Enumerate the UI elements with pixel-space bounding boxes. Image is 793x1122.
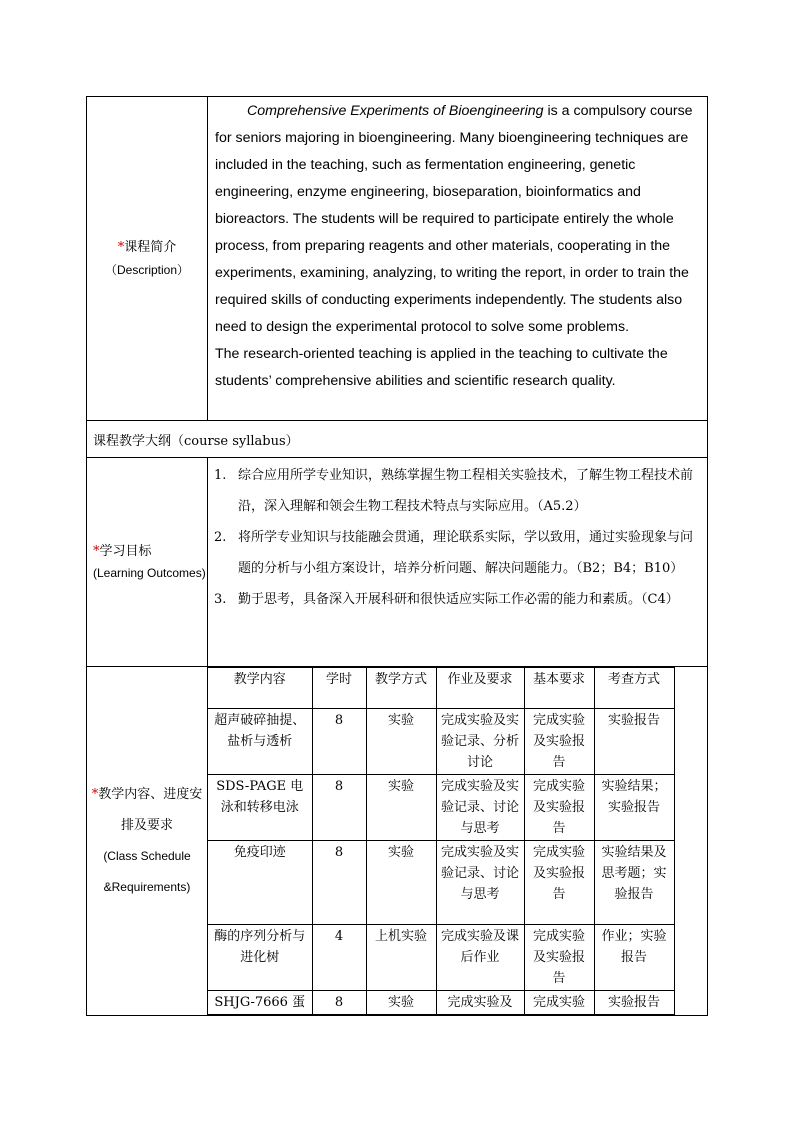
learning-outcome-item (214, 460, 701, 522)
syllabus-row (87, 421, 708, 458)
schedule-cell: 作业；实验报告 (594, 925, 674, 991)
schedule-cell: 完成实验及实验报告 (524, 709, 594, 775)
schedule-cell: 完成实验及课后作业 (436, 925, 524, 991)
description-paragraph (215, 98, 699, 341)
schedule-cell: 实验报告 (594, 991, 674, 1015)
schedule-cell: SDS-PAGE 电泳和转移电泳 (208, 775, 312, 841)
schedule-cell: 实验 (366, 709, 436, 775)
description-label-cn: 课程简介 (124, 239, 177, 255)
schedule-cell: 8 (312, 775, 366, 841)
description-row (87, 97, 708, 421)
description-label-en: （Description） (104, 262, 190, 277)
required-asterisk: * (93, 543, 100, 559)
description-text-cell (208, 97, 708, 421)
schedule-row-item (208, 709, 674, 775)
schedule-label-en: (Class Schedule &Requirements) (103, 849, 191, 894)
schedule-cell: 实验 (366, 991, 436, 1015)
schedule-row-item (208, 925, 674, 991)
learning-outcome-item (214, 522, 701, 584)
schedule-label-cell (87, 667, 208, 1016)
schedule-header-cell: 基本要求 (524, 668, 594, 709)
schedule-cell: 实验结果；实验报告 (594, 775, 674, 841)
learning-outcome-text: 将所学专业知识与技能融会贯通，理论联系实际，学以致用，通过实验现象与问题的分析与小组方案设计，培养分析问题、解决问题能力。（B2；B4；B10） (238, 530, 694, 576)
schedule-table-cell (208, 667, 708, 1016)
learning-outcomes-list (214, 460, 701, 615)
learning-outcomes-list-cell (208, 458, 708, 667)
schedule-cell: 完成实验及实验记录、讨论与思考 (436, 841, 524, 925)
description-body-2: The research-oriented teaching is applied in the teaching to cultivate the students’ comprehensive abilities and scientific research quality. (215, 346, 668, 389)
schedule-cell: 8 (312, 841, 366, 925)
schedule-cell: 实验 (366, 841, 436, 925)
learning-outcome-number: 2. (214, 530, 227, 545)
schedule-header-cell: 教学内容 (208, 668, 312, 709)
learning-outcome-text: 勤于思考，具备深入开展科研和很快适应实际工作必需的能力和素质。（C4） (238, 592, 679, 607)
schedule-cell: 完成实验及实验记录、分析讨论 (436, 709, 524, 775)
schedule-cell: 完成实验及实验报告 (524, 925, 594, 991)
schedule-cell: 实验 (366, 775, 436, 841)
learning-outcomes-label-cell (87, 458, 208, 667)
schedule-row-item (208, 841, 674, 925)
schedule-row-item (208, 991, 674, 1015)
schedule-cell: 酶的序列分析与进化树 (208, 925, 312, 991)
schedule-cell: 实验报告 (594, 709, 674, 775)
schedule-cell: 完成实验及 (436, 991, 524, 1015)
schedule-cell: SHJG-7666 蛋 (208, 991, 312, 1015)
schedule-header-row (208, 668, 674, 709)
learning-outcome-number: 1. (214, 468, 227, 483)
schedule-header-cell: 考查方式 (594, 668, 674, 709)
syllabus-heading: 课程教学大纲（course syllabus） (87, 421, 708, 458)
required-asterisk: * (117, 239, 125, 255)
schedule-cell: 完成实验及实验报告 (524, 841, 594, 925)
required-asterisk: * (91, 787, 99, 802)
schedule-cell: 免疫印迹 (208, 841, 312, 925)
course-info-table (86, 96, 708, 1016)
learning-outcomes-label-cn: 学习目标 (99, 543, 152, 559)
schedule-header-cell: 作业及要求 (436, 668, 524, 709)
schedule-cell: 完成实验及实验记录、讨论与思考 (436, 775, 524, 841)
schedule-header-cell: 学时 (312, 668, 366, 709)
description-label-cell (87, 97, 208, 421)
learning-outcomes-row (87, 458, 708, 667)
schedule-cell: 完成实验及实验报告 (524, 775, 594, 841)
schedule-cell: 实验结果及思考题；实验报告 (594, 841, 674, 925)
schedule-cell: 超声破碎抽提、盐析与透析 (208, 709, 312, 775)
schedule-row-item (208, 775, 674, 841)
schedule-label-cn: 教学内容、进度安排及要求 (98, 787, 203, 833)
learning-outcome-number: 3. (214, 592, 227, 607)
schedule-cell: 8 (312, 709, 366, 775)
schedule-header-cell: 教学方式 (366, 668, 436, 709)
schedule-cell: 完成实验 (524, 991, 594, 1015)
schedule-table (208, 667, 675, 1015)
schedule-cell: 8 (312, 991, 366, 1015)
schedule-cell: 4 (312, 925, 366, 991)
schedule-row (87, 667, 708, 1016)
learning-outcome-text: 综合应用所学专业知识，熟练掌握生物工程相关实验技术，了解生物工程技术前沿，深入理解和领会生物工程技术特点与实际应用。（A5.2） (238, 468, 694, 514)
schedule-cell: 上机实验 (366, 925, 436, 991)
learning-outcomes-label-en: (Learning Outcomes) (93, 565, 206, 580)
description-body: is a compulsory course for seniors majoring in bioengineering. Many bioengineering techniques are included in the teaching, such as fermentation engineering, genetic engineering, enzyme engineering, bioseparation, bioinformatics and bioreactors. The students will be required to participate entirely the whole process, from preparing reagents and other materials, cooperating in the experiments, examining, analyzing, to writing the report, in order to train the required skills of conducting experiments independently. The students also need to design the experimental protocol to solve some problems. (215, 103, 693, 335)
course-title: Comprehensive Experiments of Bioengineering (247, 103, 544, 119)
learning-outcome-item (214, 584, 701, 615)
